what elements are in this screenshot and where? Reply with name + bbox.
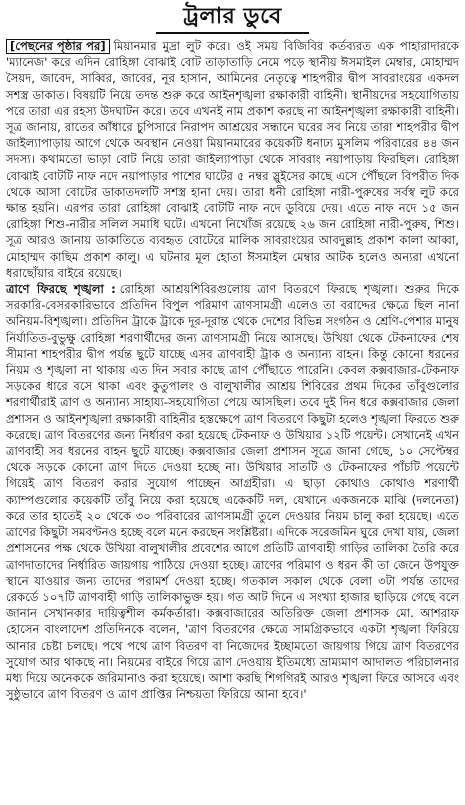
- paragraph-1-text: মিয়ানমার মুদ্রা লুট করে। ওই সময় বিজিবির কর্তব্যরত এক পাহারাদারকে 'ম্যানেজ' করে এদিন রোহিঙ্গা বোঝাই বোট তাড়াতাড়ি নেমে পড়ে স্থানীয় ঈসমাইল মেম্বার, মোহাম্মদ সৈয়দ, জাবেদ, সাব্বির, জাবের, নূর হাসান, আমিনের নেতৃত্বে শাহপরীর দ্বীপ সাবরাংয়ের একদল সশস্ত্র ডাকাত। বিষয়টি নিয়ে তদন্ত শুরু করে আইনশৃঙ্খলা রক্ষাকারী বাহিনী। স্থানীয়দের সহযোগিতায় পরে তারা এর রহস্য উদঘাটন করে। তবে এখনই নাম প্রকাশ করছে না আইনশৃঙ্খলা রক্ষাকারী বাহিনী। সূত্র জানায়, রাতের আঁধারে চুপিসারে নিরাপদ আশ্রয়ের সন্ধানে ঘরের সব নিয়ে তারা শাহপরীর দ্বীপ জাইল্যাপাড়ায় আগে থেকে অবস্থান নেওয়া মিয়ানমারের কয়েকটি ধনাঢ্য মুসলিম পরিবারের ৪৪ জন সদস্য। কথামতো ভাড়া বোট নিয়ে তারা জাইল্যাপাড়া থেকে সাবরাং নয়াপাড়ায় ফিরছিল। রোহিঙ্গা বোঝাই বোটটি নাফ নদে নয়াপাড়ার পাশের ঘাটের ৫ নম্বর স্লুইসের কাছে এসে পৌঁছলে বিপরীত দিক থেকে আসা বোটের ডাকাতদলটি সশস্ত্র হানা দেয়। তারা ধনী রোহিঙ্গা নারী-পুরুষের সর্বস্ব লুট করে ক্ষান্ত হয়নি। এরপর তারা রোহিঙ্গা বোঝাই বোটটি নাফ নদে ডুবিয়ে দেয়। এতে নাফ নদে ১৫ জন রোহিঙ্গা শিশু-নারীর সলিল সমাধি ঘটে। এখনো নিখোঁজ রয়েছে ২৬ জন রোহিঙ্গা নারী-পুরুষ, শিশু। সূত্র আরও জানায় ডাকাতিতে ব্যবহৃত বোটেরে মালিক সাবরাংয়ের আবদুল্লাহ প্রকাশ কালা আব্বা, মোহাম্মদ কাছিম প্রকাশ কালু। এ ঘটনার মূল হোতা ঈসমাইল মেম্বার আটক হলেও অন্যরা এখনো ধরাছোঁয়ার বাইরে রয়েছে।: [6, 39, 459, 280]
- newspaper-clipping: [0, 4, 465, 805]
- continued-from-label: [পেছনের পৃষ্ঠার পর]: [6, 39, 110, 54]
- article-body: [6, 38, 459, 702]
- headline: ট্রলার ডুবে: [183, 4, 282, 29]
- headline-underline: [156, 32, 309, 34]
- article-paragraph-1: [6, 38, 459, 281]
- section-subhead: ত্রাণে ফিরছে শৃঙ্খলা :: [6, 282, 116, 297]
- article-paragraph-2: [6, 281, 459, 702]
- paragraph-2-text: রোহিঙ্গা আশ্রয়শিবিরগুলোয় ত্রাণ বিতরণে ফিরছে শৃঙ্খলা। শুরুর দিকে সরকারি-বেসরকারিভাবে প্রতিদিন বিপুল পরিমাণ ত্রাণসামগ্রী এলেও তা বরাদ্দের ক্ষেত্রে ছিল নানা অনিয়ম-বিশৃঙ্খলা। প্রতিদিন ট্রাকে ট্রাকে দূর-দূরান্ত থেকে দেশের বিভিন্ন সংগঠন ও শ্রেণি-পেশার মানুষ নির্যাতিত-বুভুক্ষু রোহিঙ্গা শরণার্থীদের জন্য ত্রাণসামগ্রী নিয়ে আসছে। উখিয়া থেকে টেকনাফের শেষ সীমানা শাহপরীর দ্বীপ পর্যন্ত ছুটে যাচ্ছে এসব ত্রাণবাহী ট্রাক ও অন্যান্য বাহন। কিন্তু কোনো ধরনের নিয়ম ও শৃঙ্খলা না থাকায় এত দিন সবার কাছে ত্রাণ পৌঁছাতে পারেনি। কেবল কক্সবাজার-টেকনাফ সড়কের ধারে বসে থাকা এবং কুতুপালং ও বালুখালীর আশ্রয় শিবিরের প্রথম দিকের তাঁবুগুলোর শরণার্থীরাই ত্রাণ ও অন্যান্য সাহায্য-সহযোগিতা পেয়ে আসছিল। তবে দুই দিন ধরে কক্সবাজার জেলা প্রশাসন ও আইনশৃঙ্খলা রক্ষাকারী বাহিনীর হস্তক্ষেপে ত্রাণ বিতরণে কিছুটা হলেও শৃঙ্খলা ফিরতে শুরু করেছে। ত্রাণ বিতরণের জন্য নির্ধারণ করা হয়েছে টেকনাফ ও উখিয়ার ১২টি পয়েন্ট। সেখানেই এখন ত্রাণবাহী সব ধরনের বাহন ছুটে যাচ্ছে। কক্সবাজার জেলা প্রশাসন সূত্রে জানা গেছে, ১০ সেপ্টেম্বর থেকে সড়কে কোনো ত্রাণ দিতে দেওয়া হচ্ছে না। উখিয়ার সাতটি ও টেকনাফের পাঁচটি পয়েন্টে গিয়েই ত্রাণ বিতরণ করার সুযোগ পাচ্ছেন আগ্রহীরা। এ ছাড়া কোথাও কোথাও শরণার্থী ক্যাম্পগুলোর কয়েকটি তাঁবু নিয়ে করা হয়েছে একেকটি দল, যেখানে একজনকে মাঝি (দলনেতা) করে তার হাতেই ২০ থেকে ৩০ পরিবারের ত্রাণসামগ্রী তুলে দেওয়ার নিয়ম চালু করা হয়েছে। এতে ত্রাণের কিছুটা সমবণ্টনও হচ্ছে বলে মনে করছেন সংশ্লিষ্টরা। এদিকে সরেজমিন ঘুরে দেখা যায়, জেলা প্রশাসনের পক্ষ থেকে উখিয়া বালুখালীর প্রবেশের আগে প্রতিটি ত্রাণবাহী গাড়ির তালিকা তৈরি করে ত্রাণদাতাদের নির্ধারিত জায়গায় পাঠিয়ে দেওয়া হচ্ছে। ত্রাণের পরিমাণ ও ধরন কী তা জেনে উপযুক্ত স্থানে যাওয়ার জন্য তাদের পরামর্শ দেওয়া হচ্ছে। গতকাল সকাল থেকে বেলা ৩টা পর্যন্ত তাদের রেকর্ডে ১০৭টি ত্রাণবাহী গাড়ি তালিকাভুক্ত হয়। গত আট দিনে এ সংখ্যা হাজার ছাড়িয়ে গেছে বলে জানান সেখানকার দায়িত্বশীল কর্মকর্তারা। কক্সবাজারের অতিরিক্ত জেলা প্রশাসক মো. আশরাফ হোসেন বাংলাদেশ প্রতিদিনকে বলেন, 'ত্রাণ বিতরণের ক্ষেত্রে সামগ্রিকভাবে একটা শৃঙ্খলা ফিরিয়ে আনার চেষ্টা চলছে। পথে পথে ত্রাণ বিতরণ বা নিজেদের ইচ্ছামতো জায়গায় গিয়ে ত্রাণ বিতরণের সুযোগ আর থাকছে না। নিয়মের বাইরে গিয়ে ত্রাণ দেওয়ায় ইতিমধ্যে ভ্রাম্যমাণ আদালত পরিচালনার মধ্য দিয়ে অনেককে জরিমানাও করা হয়েছে। আশা করছি শিগগিরই আরও শৃঙ্খলা ফিরে আসবে এবং সুষ্ঠুভাবে ত্রাণ বিতরণ ও ত্রাণ প্রাপ্তির নিশ্চয়তা ফিরিয়ে আনা হবে।': [6, 282, 460, 702]
